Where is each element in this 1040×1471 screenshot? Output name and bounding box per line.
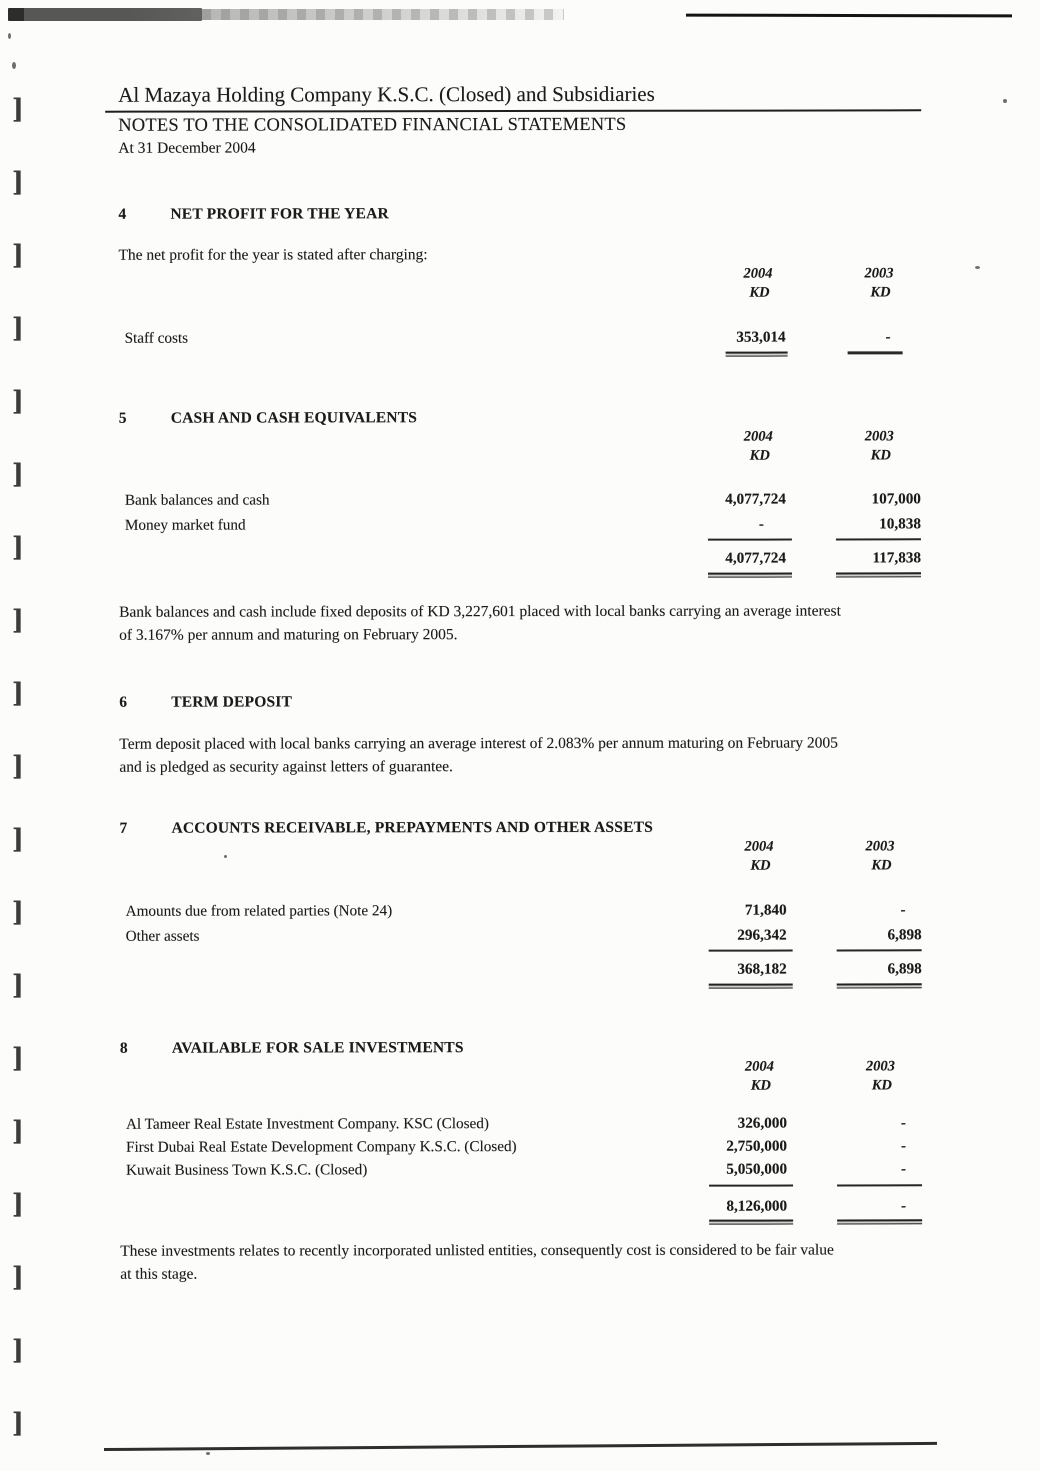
scan-bracket-artifact: ] — [11, 532, 24, 563]
table-row — [119, 511, 921, 537]
total-rule-2003 — [837, 1219, 922, 1224]
doc-date: At 31 December 2004 — [118, 139, 256, 157]
subtotal-rule-2003 — [837, 949, 922, 951]
column-headers — [120, 1057, 922, 1077]
total-rule-2004 — [726, 352, 788, 357]
scan-bracket-artifact: ] — [11, 167, 24, 198]
total-row — [119, 545, 921, 571]
row-label: First Dubai Real Estate Development Company K.S.C. (Closed) — [125, 1138, 517, 1156]
value-2004: 296,342 — [737, 926, 787, 944]
col-unit-2003: KD — [871, 1077, 892, 1094]
column-units — [118, 283, 920, 303]
col-header-2004: 2004 — [744, 838, 774, 855]
row-label: Other assets — [125, 927, 200, 945]
total-rule-row — [119, 351, 921, 358]
scanner-edge-bar-light — [202, 9, 564, 20]
value-2003: - — [900, 901, 906, 919]
col-header-2003: 2003 — [864, 428, 894, 445]
section-title: NET PROFIT FOR THE YEAR — [170, 205, 389, 223]
value-2004: - — [758, 515, 764, 533]
col-header-2004: 2004 — [744, 1058, 774, 1075]
row-label: Bank balances and cash — [124, 491, 270, 509]
scan-bracket-artifact: ] — [11, 1335, 24, 1366]
column-units — [119, 856, 921, 876]
scan-speck — [1003, 99, 1007, 103]
section-title: CASH AND CASH EQUIVALENTS — [170, 409, 418, 427]
value-2004: 326,000 — [737, 1114, 787, 1132]
value-2003: - — [900, 1160, 907, 1178]
column-units — [119, 446, 921, 466]
col-unit-2003: KD — [870, 284, 891, 301]
section-heading — [118, 203, 920, 224]
section-title: ACCOUNTS RECEIVABLE, PREPAYMENTS AND OTHER ASSETS — [171, 818, 653, 837]
col-unit-2003: KD — [870, 447, 891, 464]
section-number: 5 — [118, 409, 127, 427]
scan-bracket-artifact: ] — [11, 824, 24, 855]
scan-bracket-artifact: ] — [11, 751, 24, 782]
scan-bracket-artifact: ] — [11, 1189, 24, 1220]
table-row — [120, 897, 922, 923]
row-label: Kuwait Business Town K.S.C. (Closed) — [126, 1161, 368, 1179]
scan-bracket-artifact: ] — [11, 678, 24, 709]
value-2004: 2,750,000 — [726, 1137, 788, 1155]
row-label: Amounts due from related parties (Note 24) — [125, 902, 393, 920]
subtotal-rule-2004 — [708, 539, 792, 541]
scan-bracket-artifact: ] — [11, 897, 24, 928]
value-2003: - — [900, 1114, 906, 1132]
col-unit-2003: KD — [871, 857, 892, 874]
subtotal-rule-2004 — [709, 1185, 793, 1187]
afs-note: These investments relates to recently incorporated unlisted entities, consequently cost is considered to be fair value at this stage. — [120, 1241, 834, 1283]
value-2004: 5,050,000 — [726, 1160, 788, 1178]
value-2004: 4,077,724 — [725, 490, 786, 508]
table-row — [119, 324, 921, 350]
row-label: Al Tameer Real Estate Investment Company. KSC (Closed) — [125, 1115, 489, 1133]
row-label — [120, 1195, 627, 1219]
section-heading — [119, 817, 921, 838]
col-unit-2004: KD — [749, 447, 770, 464]
term-deposit-body: Term deposit placed with local banks carrying an average interest of 2.083% per annum maturing on February 2005 and is pledged as security against letters of guarantee. — [119, 734, 838, 776]
total-rule-2004 — [709, 984, 793, 989]
scan-speck — [8, 33, 11, 39]
value-2004: 71,840 — [744, 901, 787, 919]
scan-bracket-artifact: ] — [11, 459, 24, 490]
top-right-rule — [686, 14, 1012, 18]
total-row — [120, 1194, 922, 1218]
subtotal-rule-2003 — [837, 1184, 922, 1186]
section-number: 8 — [119, 1039, 128, 1057]
table-row — [120, 1157, 922, 1181]
total-rule-2004 — [709, 1220, 793, 1225]
section-title: AVAILABLE FOR SALE INVESTMENTS — [171, 1039, 464, 1057]
column-units — [120, 1076, 922, 1096]
section-number: 6 — [119, 693, 128, 711]
scan-bracket-artifact: ] — [11, 970, 24, 1001]
section-number: 4 — [118, 205, 127, 223]
scanner-edge-bar-dark — [8, 8, 202, 21]
column-headers — [119, 427, 921, 447]
cash-note: Bank balances and cash include fixed deposits of KD 3,227,601 placed with local banks carrying an average interest of 3.167% per annum and maturing on February 2005. — [119, 602, 841, 644]
section-term-deposit — [119, 687, 921, 778]
subtotal-rule-2003 — [836, 538, 921, 540]
total-rule-row — [119, 572, 921, 579]
total-rule-2004 — [708, 573, 792, 578]
section-receivables — [119, 813, 921, 990]
doc-title: NOTES TO THE CONSOLIDATED FINANCIAL STATEMENTS — [118, 114, 627, 136]
page-content — [118, 0, 922, 1283]
section-afs-investments — [120, 1033, 922, 1226]
row-label: Staff costs — [124, 329, 189, 347]
value-2003: - — [885, 328, 891, 346]
total-2003: 6,898 — [887, 960, 922, 978]
col-unit-2004: KD — [749, 284, 770, 301]
scan-bracket-artifact: ] — [11, 605, 24, 636]
col-header-2003: 2003 — [865, 1058, 895, 1075]
section-heading — [119, 691, 921, 712]
table-row — [120, 1134, 922, 1158]
total-2004: 8,126,000 — [726, 1197, 788, 1215]
total-2003: 117,838 — [872, 549, 921, 567]
page-bottom-rule — [104, 1442, 937, 1451]
col-unit-2004: KD — [750, 1077, 771, 1094]
section-number: 7 — [119, 819, 128, 837]
scan-speck — [206, 1452, 210, 1455]
col-header-2003: 2003 — [865, 838, 895, 855]
total-rule-2003 — [848, 351, 903, 354]
scan-bracket-artifact: ] — [11, 1408, 24, 1439]
value-2003: 10,838 — [879, 515, 921, 533]
section-heading — [120, 1037, 922, 1058]
row-label — [120, 957, 627, 983]
row-label: Money market fund — [124, 516, 246, 534]
total-rule-row — [120, 1219, 922, 1226]
scan-bracket-artifact: ] — [11, 1116, 24, 1147]
page-header — [118, 81, 920, 157]
total-2004: 368,182 — [737, 960, 787, 978]
scan-bracket-artifact: ] — [11, 386, 24, 417]
section-intro: The net profit for the year is stated after charging: — [118, 246, 428, 264]
subtotal-rule-2004 — [709, 950, 793, 952]
col-header-2004: 2004 — [743, 265, 773, 282]
total-rule-2003 — [836, 572, 921, 577]
scan-bracket-artifact: ] — [11, 94, 24, 125]
total-2003: - — [901, 1197, 907, 1215]
value-2003: 6,898 — [887, 926, 922, 944]
scan-bracket-artifact: ] — [11, 1262, 24, 1293]
scan-bracket-artifact: ] — [11, 313, 24, 344]
column-headers — [118, 264, 920, 284]
total-row — [120, 956, 922, 982]
table-row — [120, 1111, 922, 1135]
total-rule-2003 — [837, 983, 922, 988]
column-headers — [119, 837, 921, 857]
header-rule — [105, 109, 921, 112]
row-label — [119, 546, 626, 572]
section-cash — [119, 403, 921, 579]
subtotal-rule-row — [120, 1184, 922, 1191]
scan-bracket-artifact: ] — [11, 1043, 24, 1074]
col-unit-2004: KD — [750, 857, 771, 874]
value-2003: - — [900, 1137, 907, 1155]
table-row — [120, 922, 922, 948]
total-rule-row — [120, 983, 922, 990]
section-net-profit — [118, 199, 920, 358]
section-heading — [119, 407, 921, 428]
value-2003: 107,000 — [871, 490, 921, 508]
col-header-2003: 2003 — [864, 265, 894, 282]
company-title: Al Mazaya Holding Company K.S.C. (Closed) and Subsidiaries — [118, 81, 655, 107]
scan-speck — [975, 266, 980, 269]
scan-bracket-artifact: ] — [11, 240, 24, 271]
scan-speck — [12, 62, 16, 69]
value-2004: 353,014 — [736, 328, 786, 346]
total-2004: 4,077,724 — [725, 549, 786, 567]
col-header-2004: 2004 — [743, 428, 773, 445]
table-row — [119, 486, 921, 512]
section-title: TERM DEPOSIT — [171, 693, 293, 711]
